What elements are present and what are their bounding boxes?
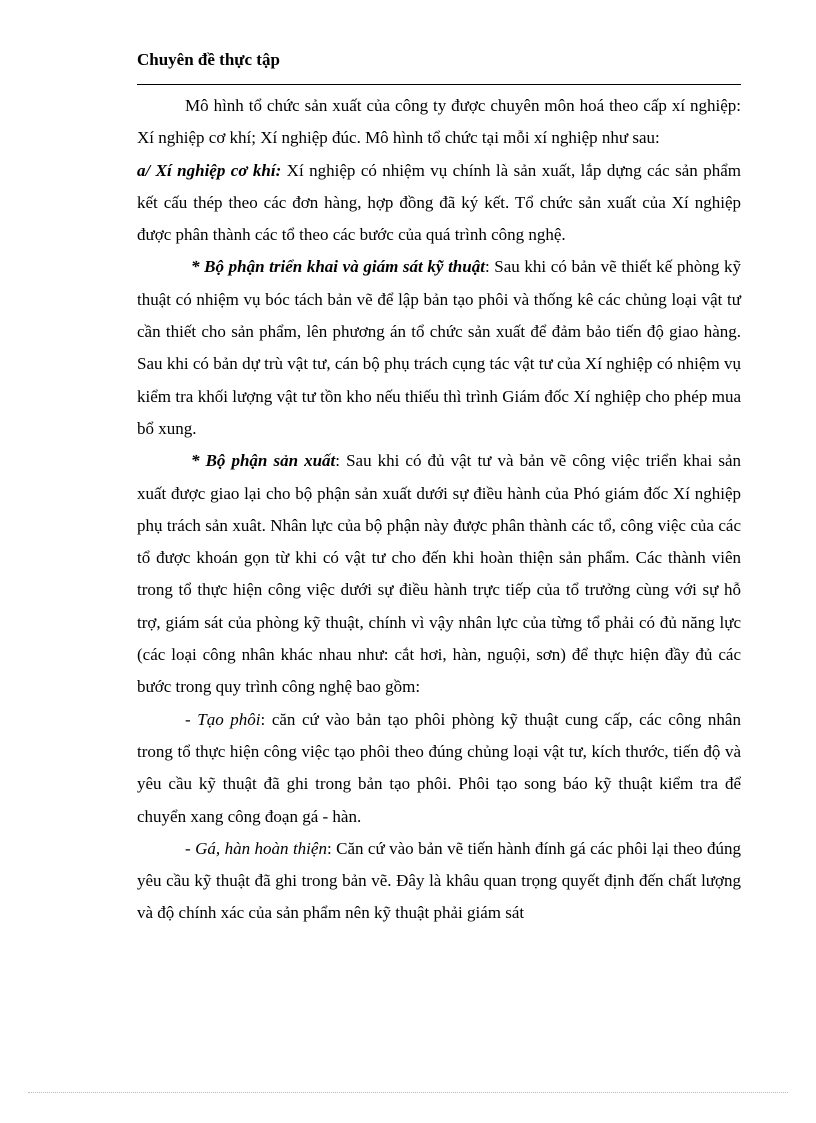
list-dash: - [185, 838, 196, 858]
paragraph-label: Gá, hàn hoàn thiện [195, 838, 327, 858]
paragraph-label: Tạo phôi [197, 709, 261, 729]
page-bottom-border [28, 1092, 788, 1093]
paragraph-text: : Sau khi có bản vẽ thiết kế phòng kỹ thuật có nhiệm vụ bóc tách bản vẽ để lập bản tạo phôi và thống kê các chủng loại vật tư cần thiết cho sản phẩm, lên phương án tổ chức sản xuất để đảm bảo tiến độ giao hàng. Sau khi có bản dự trù vật tư, cán bộ phụ trách cụng tác vật tư của Xí nghiệp có nhiệm vụ kiểm tra khối lượng vật tư tồn kho nếu thiếu thì trình Giám đốc Xí nghiệp cho phép mua bổ xung. [137, 257, 741, 438]
document-body [137, 90, 741, 930]
paragraph-label: a/ Xí nghiệp cơ khí: [137, 160, 282, 180]
paragraph-intro [137, 90, 741, 155]
paragraph-production-department [137, 445, 741, 703]
paragraph-text: Mô hình tổ chức sản xuất của công ty được chuyên môn hoá theo cấp xí nghiệp: Xí nghiệp cơ khí; Xí nghiệp đúc. Mô hình tổ chức tại mỗi xí nghiệp như sau: [137, 96, 741, 148]
paragraph-label: * Bộ phận sản xuất [191, 451, 336, 471]
paragraph-blank-making [137, 704, 741, 833]
paragraph-text: : Sau khi có đủ vật tư và bản vẽ công việc triển khai sản xuất được giao lại cho bộ phận sản xuất dưới sự điều hành của Phó giám đốc Xí nghiệp phụ trách sản xuât. Nhân lực của bộ phận này được phân thành các tổ, công việc của các tổ được khoán gọn từ khi có vật tư cho đến khi hoàn thiện sản phẩm. Các thành viên trong tổ thực hiện công việc dưới sự điều hành trực tiếp của tổ trưởng cùng với sự hỗ trợ, giám sát của phòng kỹ thuật, chính vì vậy nhân lực của từng tổ phải có đủ năng lực (các loại công nhân khác nhau như: cắt hơi, hàn, nguội, sơn) để thực hiện đầy đủ các bước trong quy trình công nghệ bao gồm: [137, 451, 742, 697]
header-divider [137, 84, 741, 85]
list-dash: - [185, 709, 198, 729]
paragraph-text: : Căn cứ vào bản vẽ tiến hành đính gá các phôi lại theo đúng yêu cầu kỹ thuật đã ghi trong bản vẽ. Đây là khâu quan trọng quyết định đến chất lượng và độ chính xác của sản phẩm nên kỹ thuật phải giám sát [137, 838, 741, 923]
paragraph-label: * Bộ phận triển khai và giám sát kỹ thuật [191, 257, 485, 277]
paragraph-mechanical-enterprise [137, 155, 741, 252]
paragraph-welding-finishing [137, 833, 741, 930]
page-header-title: Chuyên đề thực tập [137, 50, 280, 69]
paragraph-technical-department [137, 251, 741, 445]
paragraph-text: Xí nghiệp có nhiệm vụ chính là sản xuất, lắp dựng các sản phẩm kết cấu thép theo các đơn hàng, hợp đồng đã ký kết. Tổ chức sản xuất của Xí nghiệp được phân thành các tổ theo các bước của quá trình công nghệ. [137, 160, 741, 245]
paragraph-text: : căn cứ vào bản tạo phôi phòng kỹ thuật cung cấp, các công nhân trong tổ thực hiện công việc tạo phôi theo đúng chủng loại vật tư, kích thước, tiến độ và yêu cầu kỹ thuật đã ghi trong bản tạo phôi. Phôi tạo song báo kỹ thuật kiểm tra để chuyển xang công đoạn gá - hàn. [137, 709, 741, 826]
